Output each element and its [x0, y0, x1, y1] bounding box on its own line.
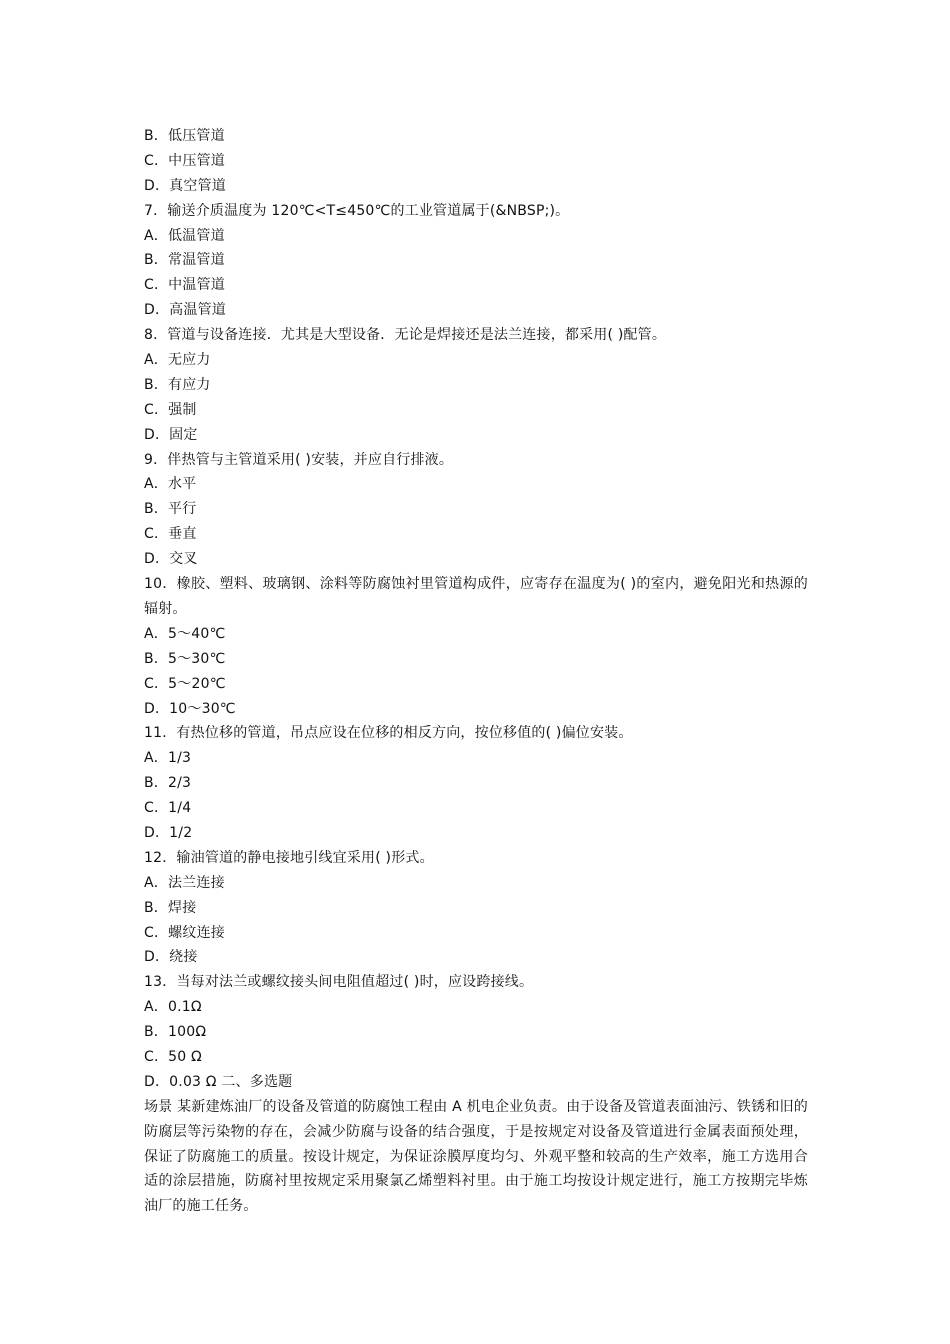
- option-line: B．2/3: [144, 775, 192, 792]
- option-line: D．固定: [144, 426, 198, 443]
- option-line: A．5～40℃: [144, 625, 226, 642]
- option-line: A．0.1Ω: [144, 999, 202, 1016]
- option-line: C．50 Ω: [144, 1048, 202, 1065]
- option-line: B．5～30℃: [144, 650, 226, 667]
- question-11: 11．有热位移的管道，吊点应设在位移的相反方向，按位移值的( )偏位安装。: [144, 725, 633, 742]
- option-line: B．常温管道: [144, 252, 225, 269]
- option-line: C．中压管道: [144, 152, 225, 169]
- question-13: 13．当每对法兰或螺纹接头间电阻值超过( )时，应设跨接线。: [144, 974, 534, 991]
- question-7: 7．输送介质温度为 120℃<T≤450℃的工业管道属于(&NBSP;)。: [144, 202, 570, 219]
- option-line: C．1/4: [144, 800, 192, 817]
- question-10: 10．橡胶、塑料、玻璃钢、涂料等防腐蚀衬里管道构成件，应寄存在温度为( )的室内，避免阳光和热源的辐射。: [144, 576, 808, 617]
- option-line: B．有应力: [144, 376, 211, 393]
- document-body: [144, 124, 808, 1219]
- option-line: C．垂直: [144, 526, 197, 543]
- option-line: B．焊接: [144, 899, 197, 916]
- option-line: D．绕接: [144, 949, 198, 966]
- option-line: C．中温管道: [144, 277, 225, 294]
- option-line: D．高温管道: [144, 302, 226, 319]
- option-line: A．水平: [144, 476, 197, 493]
- option-line: B．低压管道: [144, 128, 225, 144]
- question-8: 8．管道与设备连接．尤其是大型设备．无论是焊接还是法兰连接，都采用( )配管。: [144, 327, 667, 344]
- scenario-paragraph: 场景 某新建炼油厂的设备及管道的防腐蚀工程由 A 机电企业负责。由于设备及管道表面油污、铁锈和旧的防腐层等污染物的存在，会减少防腐与设备的结合强度，于是按规定对设备及管道进行金属表面预处理，保证了防腐施工的质量。按设计规定，为保证涂膜厚度均匀、外观平整和较高的生产效率，施工方选用合适的涂层措施，防腐衬里按规定采用聚氯乙烯塑料衬里。由于施工均按设计规定进行，施工方按期完毕炼油厂的施工任务。: [144, 1098, 808, 1215]
- option-line: B．平行: [144, 501, 197, 518]
- option-line: A．低温管道: [144, 227, 225, 244]
- option-line: B．100Ω: [144, 1024, 207, 1041]
- question-9: 9．伴热管与主管道采用( )安装，并应自行排液。: [144, 451, 454, 468]
- option-line: A．无应力: [144, 352, 211, 369]
- option-line: A．法兰连接: [144, 874, 225, 891]
- option-line: C．螺纹连接: [144, 924, 225, 941]
- option-line-with-section-heading: D．0.03 Ω 二、多选题: [144, 1073, 293, 1090]
- option-line: C．强制: [144, 401, 197, 418]
- option-line: D．10～30℃: [144, 700, 236, 717]
- option-line: A．1/3: [144, 750, 192, 767]
- option-line: D．交叉: [144, 551, 198, 568]
- option-line: D．1/2: [144, 824, 193, 841]
- question-12: 12．输油管道的静电接地引线宜采用( )形式。: [144, 849, 434, 866]
- option-line: C．5～20℃: [144, 675, 226, 692]
- option-line: D．真空管道: [144, 177, 226, 194]
